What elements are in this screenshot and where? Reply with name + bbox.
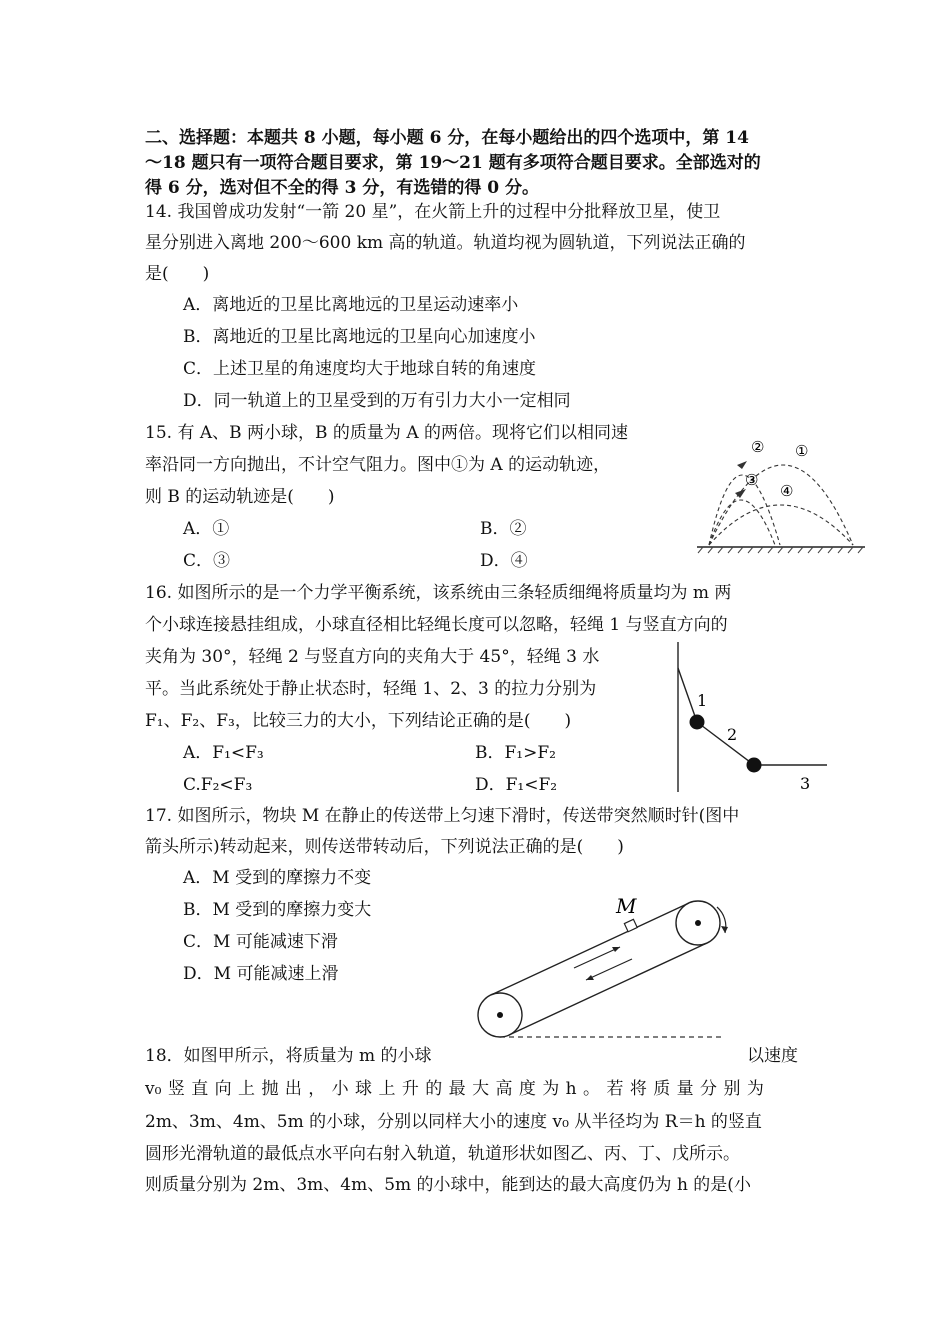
- rope-label-3: 3: [800, 774, 811, 793]
- arrow-2: [737, 461, 747, 469]
- q15-stem-line-1: 15. 有 A、B 两小球，B 的质量为 A 的两倍。现将它们以相同速: [145, 423, 628, 443]
- q14-stem-line-3: 是( ): [145, 264, 210, 284]
- q14-option-d[interactable]: D．同一轨道上的卫星受到的万有引力大小一定相同: [183, 391, 571, 411]
- q18-stem-line-1a: 18．如图甲所示，将质量为 m 的小球: [145, 1046, 432, 1066]
- rope-1: [678, 668, 697, 722]
- pulley-lower-axle: [497, 1012, 503, 1018]
- section-line-2: ～18 题只有一项符合题目要求，第 19～21 题有多项符合题目要求。全部选对的: [145, 153, 761, 173]
- rotation-arrow-head: [721, 926, 728, 933]
- q15-option-b[interactable]: B．②: [480, 519, 527, 539]
- ground-hatch: [698, 547, 863, 553]
- q17-option-a[interactable]: A．M 受到的摩擦力不变: [183, 868, 372, 888]
- q18-stem-line-5: 则质量分别为 2m、3m、4m、5m 的小球中，能到达的最大高度仍为 h 的是(小: [145, 1175, 751, 1195]
- belt-arrow-up: [574, 947, 620, 968]
- q16-option-c[interactable]: C.F₂<F₃: [183, 775, 253, 795]
- q15-stem-line-2: 率沿同一方向抛出，不计空气阻力。图中①为 A 的运动轨迹，: [145, 455, 611, 475]
- rope-label-2: 2: [727, 725, 738, 744]
- q17-option-c[interactable]: C．M 可能减速下滑: [183, 932, 338, 952]
- q15-option-a[interactable]: A．①: [183, 519, 230, 539]
- trajectory-3: [709, 500, 775, 545]
- label-1: ①: [795, 442, 809, 460]
- q18-stem-line-4: 圆形光滑轨道的最低点水平向右射入轨道，轨道形状如图乙、丙、丁、戊所示。: [145, 1144, 740, 1164]
- q17-option-d[interactable]: D．M 可能减速上滑: [183, 964, 339, 984]
- q16-stem-line-3: 夹角为 30°，轻绳 2 与竖直方向的夹角大于 45°，轻绳 3 水: [145, 647, 600, 667]
- q16-balance-figure: [672, 640, 832, 795]
- q16-option-a[interactable]: A．F₁<F₃: [183, 743, 264, 763]
- belt-bottom: [509, 943, 707, 1035]
- q16-stem-line-1: 16. 如图所示的是一个力学平衡系统，该系统由三条轻质细绳将质量均为 m 两: [145, 583, 732, 603]
- rope-2: [697, 722, 754, 765]
- q14-stem-line-2: 星分别进入离地 200～600 km 高的轨道。轨道均视为圆轨道，下列说法正确的: [145, 233, 746, 253]
- q15-option-c[interactable]: C．③: [183, 551, 231, 571]
- ball-upper: [690, 715, 705, 730]
- ball-lower: [747, 758, 762, 773]
- q15-trajectory-figure: [695, 425, 870, 555]
- block-label: M: [616, 894, 637, 918]
- q16-option-d[interactable]: D．F₁<F₂: [475, 775, 558, 795]
- label-2: ②: [751, 438, 765, 456]
- q16-option-b[interactable]: B．F₁>F₂: [475, 743, 556, 763]
- arrow-3: [735, 489, 746, 498]
- q16-stem-line-4: 平。当此系统处于静止状态时，轻绳 1、2、3 的拉力分别为: [145, 679, 597, 699]
- q15-stem-line-3: 则 B 的运动轨迹是( ): [145, 487, 335, 507]
- q18-stem-line-3: 2m、3m、4m、5m 的小球，分别以同样大小的速度 v₀ 从半径均为 R＝h 的竖直: [145, 1112, 762, 1132]
- block-m: [624, 919, 637, 931]
- q17-conveyor-figure: [470, 885, 740, 1045]
- rope-label-1: 1: [697, 691, 708, 710]
- q18-stem-line-2: v₀ 竖 直 向 上 抛 出 ， 小 球 上 升 的 最 大 高 度 为 h 。 若 将 质 量 分 别 为: [145, 1079, 764, 1099]
- q18-stem-line-1b: 以速度: [747, 1046, 798, 1066]
- trajectory-4: [709, 505, 853, 545]
- q14-stem-line-1: 14. 我国曾成功发射“一箭 20 星”，在火箭上升的过程中分批释放卫星，使卫: [145, 202, 721, 222]
- q14-option-c[interactable]: C．上述卫星的角速度均大于地球自转的角速度: [183, 359, 537, 379]
- q14-option-a[interactable]: A．离地近的卫星比离地远的卫星运动速率小: [183, 295, 519, 315]
- q17-option-b[interactable]: B．M 受到的摩擦力变大: [183, 900, 372, 920]
- q15-option-d[interactable]: D．④: [480, 551, 528, 571]
- section-line-3: 得 6 分，选对但不全的得 3 分，有选错的得 0 分。: [145, 178, 539, 198]
- section-line-1: 二、选择题：本题共 8 小题，每小题 6 分，在每小题给出的四个选项中，第 14: [145, 128, 749, 148]
- label-4: ④: [780, 482, 794, 500]
- q17-stem-line-2: 箭头所示)转动起来，则传送带转动后，下列说法正确的是( ): [145, 837, 624, 857]
- pulley-upper-axle: [695, 920, 701, 926]
- belt-arrow-down: [586, 959, 632, 980]
- q16-stem-line-5: F₁、F₂、F₃，比较三力的大小，下列结论正确的是( ): [145, 711, 572, 731]
- q17-stem-line-1: 17. 如图所示，物块 M 在静止的传送带上匀速下滑时，传送带突然顺时针(图中: [145, 806, 740, 826]
- q16-stem-line-2: 个小球连接悬挂组成，小球直径相比轻绳长度可以忽略，轻绳 1 与竖直方向的: [145, 615, 728, 635]
- label-3: ③: [745, 471, 759, 489]
- q14-option-b[interactable]: B．离地近的卫星比离地远的卫星向心加速度小: [183, 327, 536, 347]
- belt-top: [491, 903, 689, 995]
